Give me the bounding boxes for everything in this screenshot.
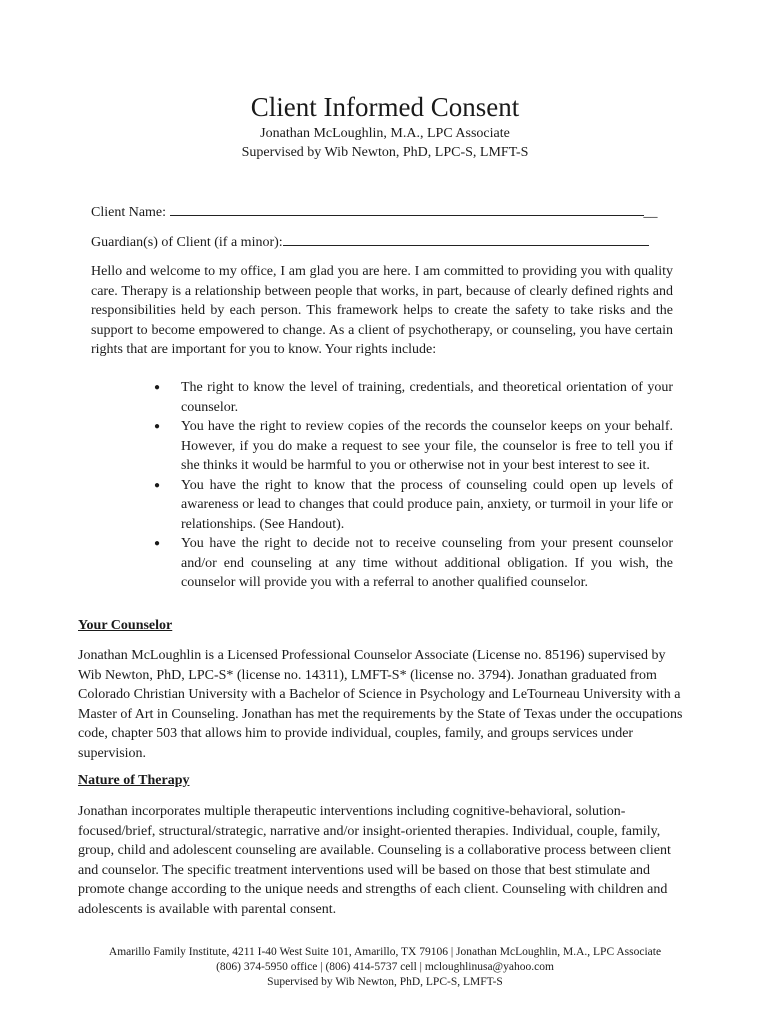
client-name-input-line[interactable] xyxy=(170,203,644,216)
footer-address: Amarillo Family Institute, 4211 I-40 West Suite 101, Amarillo, TX 79106 | Jonathan McLoughlin, M.A., LPC Associate xyxy=(108,946,662,958)
your-counselor-heading: Your Counselor xyxy=(78,618,173,633)
guardian-label: Guardian(s) of Client (if a minor): xyxy=(91,235,283,250)
rights-list-item: ● You have the right to review copies of the records the counselor keeps on your behalf. However, if you do make a request to see your file, the counselor is free to tell you if she thinks it would be harmful to you or otherwise not in your best interest to see it. xyxy=(181,417,673,476)
client-name-label: Client Name: xyxy=(91,205,167,220)
counselor-credentials: Jonathan McLoughlin, M.A., LPC Associate xyxy=(260,126,510,141)
client-name-field xyxy=(91,203,658,221)
rights-list-item: ● You have the right to decide not to receive counseling from your present counselor and/or end counseling at any time without additional obligation. If you wish, the counselor will provide you with a referral to another qualified counselor. xyxy=(181,534,673,593)
client-name-suffix: __ xyxy=(643,205,658,220)
rights-list xyxy=(181,378,673,593)
nature-of-therapy-heading: Nature of Therapy xyxy=(78,773,190,788)
footer-supervisor: Supervised by Wib Newton, PhD, LPC-S, LMFT-S xyxy=(267,976,503,988)
guardian-input-line[interactable] xyxy=(283,233,649,246)
guardian-field xyxy=(91,233,649,251)
footer-contact: (806) 374-5950 office | (806) 414-5737 cell | mcloughlinusa@yahoo.com xyxy=(216,961,554,973)
intro-paragraph: Hello and welcome to my office, I am glad you are here. I am committed to providing you with quality care. Therapy is a relationship between people that works, in part, because of clearly defined rights and responsibilities held by each person. This framework helps to create the safety to take risks and the support to become empowered to change. As a client of psychotherapy, or counseling, you have certain rights that are important for you to know. Your rights include: xyxy=(91,264,673,357)
supervisor-credentials: Supervised by Wib Newton, PhD, LPC-S, LMFT-S xyxy=(241,145,529,160)
document-title: Client Informed Consent xyxy=(250,92,520,122)
your-counselor-paragraph: Jonathan McLoughlin is a Licensed Professional Counselor Associate (License no. 85196) supervised by Wib Newton, PhD, LPC-S* (license no. 14311), LMFT-S* (license no. 3794). Jonathan graduated from Colorado Christian University with a Bachelor of Science in Psychology and LeTourneau University with a Master of Art in Counseling. Jonathan has met the requirements by the State of Texas under the occupations code, chapter 503 that allows him to provide individual, couples, family, and groups services under supervision. xyxy=(78,648,683,761)
rights-list-item: ● You have the right to know that the process of counseling could open up levels of awareness or lead to changes that could produce pain, anxiety, or turmoil in your life or relationships. (See Handout). xyxy=(181,476,673,535)
nature-of-therapy-paragraph: Jonathan incorporates multiple therapeutic interventions including cognitive-behavioral, solution-focused/brief, structural/strategic, narrative and/or insight-oriented therapies. Individual, couple, family, group, child and adolescent counseling are available. Counseling is a collaborative process between client and counselor. The specific treatment interventions used will be based on those that best stimulate and promote change according to the unique needs and strengths of each client. Counseling with children and adolescents is available with parental consent. xyxy=(78,804,671,917)
rights-list-item: ● The right to know the level of training, credentials, and theoretical orientation of your counselor. xyxy=(181,378,673,417)
